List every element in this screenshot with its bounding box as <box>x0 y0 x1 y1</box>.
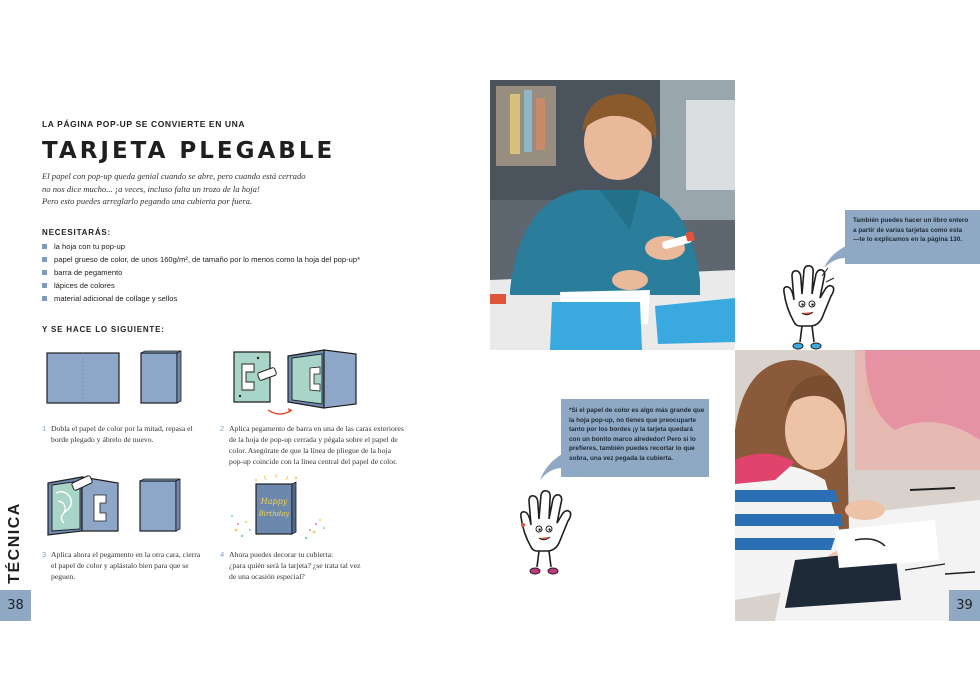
step-line: color. Asegúrate de que la línea de pliegue de la hoja <box>229 446 392 455</box>
step-2-text <box>220 423 430 467</box>
photo-boy-gluing <box>490 80 735 350</box>
card-text: Happy <box>260 497 288 506</box>
step-1-text <box>42 423 212 445</box>
open-card <box>288 350 356 408</box>
step-line: pop-up coincide con la línea central del papel de color. <box>229 457 398 466</box>
step-number: 1 <box>42 424 47 433</box>
step-line: el papel de color y aplástalo bien para que se <box>51 561 189 570</box>
bullet-icon <box>42 270 47 275</box>
callout-line: —te lo explicamos en la página 130. <box>853 236 963 244</box>
step-3-illustration <box>44 473 184 539</box>
list-item <box>42 292 360 305</box>
list-item-label: la hoja con tu pop-up <box>54 242 125 251</box>
callout-line: la hoja pop-up, no tienes que preocuparte <box>569 416 697 424</box>
list-item <box>42 253 360 266</box>
step-line: Aplica pegamento de barra en una de las caras exteriores <box>229 424 404 433</box>
decorated-card <box>256 484 292 534</box>
step-line: borde plegado y ábrelo de nuevo. <box>51 435 154 444</box>
bullet-icon <box>42 244 47 249</box>
arrow-icon <box>268 410 292 414</box>
list-item <box>42 279 360 292</box>
callout-line: a partir de varias tarjetas como esta <box>853 226 963 234</box>
list-item-label: material adicional de collage y sellos <box>54 294 178 303</box>
step-line: de la hoja de pop-up cerrada y pégala sobre el papel de <box>229 435 398 444</box>
step-line: Aplica ahora el pegamento en la otra cara, cierra <box>51 550 201 559</box>
intro-line: no nos dice mucho... ¡a veces, incluso falta un trozo de la hoja! <box>42 183 260 194</box>
callout-line: tanto por los bordes ¡y la tarjeta quedará <box>569 426 693 434</box>
step-line: de una ocasión especial? <box>229 572 305 581</box>
list-item <box>42 240 360 253</box>
step-4-text <box>220 549 390 582</box>
glove-mascot-icon <box>778 262 840 354</box>
bullet-icon <box>42 257 47 262</box>
list-item-label: barra de pegamento <box>54 268 123 277</box>
callout-line: También puedes hacer un libro entero <box>853 217 969 224</box>
step-line: Ahora puedes decorar tu cubierta: <box>229 550 334 559</box>
section-label-text: TÉCNICA <box>6 501 23 584</box>
needs-list <box>42 240 360 305</box>
list-item-label: lápices de colores <box>54 281 115 290</box>
step-1-illustration <box>44 350 184 408</box>
list-item <box>42 266 360 279</box>
intro-line: El papel con pop-up queda genial cuando se abre, pero cuando está cerrado <box>42 171 306 181</box>
page-title: TARJETA PLEGABLE <box>42 138 336 164</box>
step-2-illustration <box>228 346 363 418</box>
step-3-text <box>42 549 225 582</box>
steps-heading: Y SE HACE LO SIGUIENTE: <box>42 325 165 334</box>
photo-girl-drawing <box>735 350 980 621</box>
step-number: 4 <box>220 550 225 559</box>
page-number-left: 38 <box>0 590 31 621</box>
step-number: 2 <box>220 424 225 433</box>
step-line: peguen. <box>51 572 76 581</box>
bullet-icon <box>42 283 47 288</box>
intro-line: Pero esto puedes arreglarlo pegando una cubierta por fuera. <box>42 196 253 207</box>
speech-tail <box>536 454 566 482</box>
page-number-right: 39 <box>949 590 980 621</box>
intro-text <box>42 170 332 208</box>
section-label <box>4 495 26 590</box>
callout-middle <box>561 399 709 477</box>
kicker: LA PÁGINA POP-UP SE CONVIERTE EN UNA <box>42 119 246 129</box>
glove-mascot-icon <box>515 485 579 579</box>
list-item-label: papel grueso de color, de unos 160g/m², de tamaño por lo menos como la hoja del pop-up* <box>54 255 361 264</box>
callout-line: *Si el papel de color es algo más grande que <box>569 407 705 414</box>
bullet-icon <box>42 296 47 301</box>
step-4-illustration <box>226 472 328 544</box>
step-number: 3 <box>42 550 47 559</box>
callout-top <box>845 210 980 264</box>
step-line: Dobla el papel de color por la mitad, repasa el <box>51 424 193 433</box>
callout-line: prefieres, también puedes recortar lo que <box>569 445 695 453</box>
card-text: Birthday <box>258 510 290 518</box>
step-line: ¿para quién será la tarjeta? ¿se trata tal vez <box>229 561 361 570</box>
callout-line: sobra, una vez pegada la cubierta. <box>569 454 674 462</box>
callout-line: con un bonito marco alrededor! Pero si lo <box>569 435 696 443</box>
needs-heading: NECESITARÁS: <box>42 228 112 237</box>
